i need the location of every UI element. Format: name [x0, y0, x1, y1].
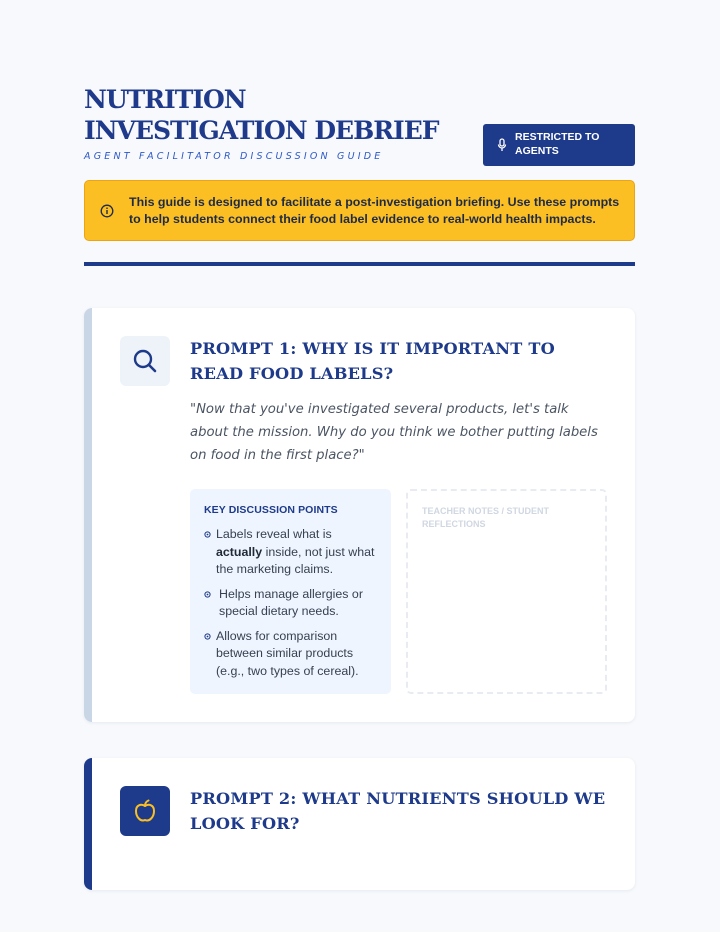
apple-icon [132, 798, 158, 824]
points-list [204, 526, 379, 680]
point-text: inside, not just what the marketing claims. [216, 544, 375, 576]
card-accent-bar [84, 308, 92, 722]
page-title: NUTRITION INVESTIGATION DEBRIEF [84, 85, 439, 145]
notes-label: TEACHER NOTES / STUDENT REFLECTIONS [422, 506, 550, 529]
teacher-notes-area[interactable] [406, 489, 607, 694]
point-emphasis: actually [216, 544, 263, 559]
card-accent-bar [84, 758, 92, 890]
info-circle-icon [100, 204, 114, 218]
point-text: Allows for comparison between similar products (e.g., two types of cereal). [216, 628, 359, 678]
prompt-card-1 [84, 308, 635, 722]
guide-notice [84, 180, 635, 241]
point-text: Labels reveal what is [216, 527, 332, 541]
restricted-badge-label: RESTRICTED TO AGENTS [515, 131, 600, 157]
list-item [204, 526, 379, 579]
list-item [204, 628, 379, 681]
prompt-title: PROMPT 1: WHY IS IT IMPORTANT TO READ FOOD LABELS? [190, 339, 555, 383]
restricted-badge [483, 124, 635, 166]
bullet-icon [204, 633, 211, 640]
list-item [204, 586, 379, 621]
bullet-icon [204, 591, 211, 598]
points-title: KEY DISCUSSION POINTS [204, 504, 338, 516]
prompt-quote: "Now that you've investigated several products, let's talk about the mission. Why do you think we bother putting labels on food in the first place?" [190, 402, 598, 463]
page-subtitle: AGENT FACILITATOR DISCUSSION GUIDE [84, 151, 384, 162]
key-discussion-points [190, 489, 391, 694]
prompt-icon-box [120, 336, 170, 386]
prompt-title: PROMPT 2: WHAT NUTRIENTS SHOULD WE LOOK FOR? [190, 789, 606, 833]
microphone-icon [497, 138, 507, 152]
notice-text: This guide is designed to facilitate a post-investigation briefing. Use these prompts to help students connect their food label evidence to real-world health impacts. [129, 195, 620, 226]
bullet-icon [204, 531, 211, 538]
section-divider [84, 262, 635, 266]
search-icon [132, 348, 158, 374]
prompt-card-2 [84, 758, 635, 890]
point-text: Helps manage allergies or special dietary needs. [219, 586, 363, 618]
prompt-icon-box [120, 786, 170, 836]
